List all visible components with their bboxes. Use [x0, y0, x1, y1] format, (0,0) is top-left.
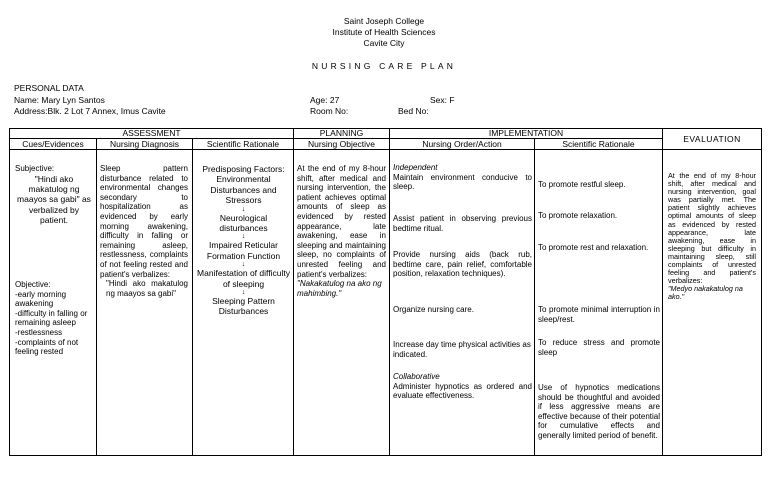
evaluation-header: EVALUATION — [663, 129, 762, 150]
objective-item: -complaints of not feeling rested — [15, 337, 79, 357]
impl-rationale-item: To reduce stress and promote sleep — [538, 338, 660, 357]
objective-cell — [294, 150, 390, 456]
patient-sex: Sex: F — [430, 95, 455, 105]
subjective-quote: "Hindi ako makatulog ng maayos sa gabi" as verbalized by patient. — [17, 173, 91, 226]
down-arrow-icon: ↓ — [241, 205, 246, 213]
impl-rationale-item: To promote relaxation. — [538, 211, 618, 220]
patient-address: Address:Blk. 2 Lot 7 Annex, Imus Cavite — [14, 106, 166, 116]
bed-number: Bed No: — [398, 106, 429, 116]
assessment-header: ASSESSMENT — [10, 129, 294, 139]
implementation-header: IMPLEMENTATION — [390, 129, 663, 139]
evaluation-cell — [663, 150, 762, 456]
collaborative-item: Administer hypnotics as ordered and evaluate effectiveness. — [393, 381, 532, 401]
order-item: Provide nursing aids (back rub, bedtime care, pain relief, comfortable position, relaxation techniques). — [393, 250, 532, 279]
objective-column-header: Nursing Objective — [294, 139, 390, 150]
order-column-header: Nursing Order/Action — [390, 139, 535, 150]
room-number: Room No: — [310, 106, 349, 116]
subjective-label: Subjective: — [15, 164, 55, 173]
impl-rationale-item: To promote rest and relaxation. — [538, 243, 649, 252]
institute-name: Institute of Health Sciences — [332, 27, 436, 37]
objective-item: -difficulty in falling or remaining asleep — [15, 308, 88, 328]
down-arrow-icon: ↓ — [241, 289, 246, 297]
personal-data-heading: PERSONAL DATA — [14, 83, 84, 93]
impl-rationale-cell — [535, 150, 663, 456]
diagnosis-cell — [97, 150, 193, 456]
objective-text: At the end of my 8-hour shift, after medical and nursing intervention, the patient achieves optimal amounts of sleep as evidenced by rested appearance, late awakening, ease in sleeping and maintaining sleep, no complaints of unrested feeling and patient's verbalizes: — [297, 164, 386, 279]
evaluation-text: At the end of my 8-hour shift, after medical and nursing intervention, goal was partially met. The patient slightly achieves optimal amounts of sleep as evidenced by rested appearance, late awakening, ease in sleeping but difficulty in maintaining sleep, still complaints of unrested feeling and patient's verbalizes: — [668, 171, 756, 286]
impl-rationale-item: To promote restful sleep. — [538, 180, 626, 189]
objective-item: -restlessness — [15, 327, 63, 337]
rationale-cell — [193, 150, 294, 456]
rationale-column-header: Scientific Rationale — [193, 139, 294, 150]
evaluation-quote: "Medyo nakakatulog na ako." — [668, 284, 743, 302]
diagnosis-quote: "Hindi ako makatulog ng maayos sa gabi" — [106, 279, 188, 298]
document-title: NURSING CARE PLAN — [311, 61, 457, 71]
diagnosis-column-header: Nursing Diagnosis — [97, 139, 193, 150]
cues-column-header: Cues/Evidences — [10, 139, 97, 150]
order-item: Organize nursing care. — [393, 305, 474, 314]
rationale-factor: Neurological disturbances — [219, 212, 268, 234]
order-item: Assist patient in observing previous bedtime ritual. — [393, 214, 532, 233]
rationale-factor: Impaired Reticular Formation Function — [206, 240, 281, 261]
down-arrow-icon: ↓ — [241, 233, 246, 241]
independent-label: Independent — [393, 163, 438, 172]
patient-name: Name: Mary Lyn Santos — [14, 95, 105, 105]
impl-rationale-item: To promote minimal interruption in sleep/rest. — [538, 305, 660, 324]
collaborative-label: Collaborative — [393, 372, 440, 381]
objective-quote: "Nakakatulog na ako ng mahimbing." — [297, 279, 382, 298]
impl-rationale-item: Use of hypnotics medications should be thoughtful and avoided if less aggressive means are effective because of their potential for cumulative effects and generally limited period of benefit. — [538, 383, 660, 440]
rationale-factor: Manifestation of difficulty of sleeping — [197, 268, 290, 289]
orders-cell — [390, 150, 535, 456]
city-name: Cavite City — [363, 38, 405, 48]
cues-cell — [10, 150, 97, 456]
down-arrow-icon: ↓ — [241, 261, 246, 269]
rationale-factor: Sleeping Pattern Disturbances — [212, 296, 275, 317]
planning-header: PLANNING — [294, 129, 390, 139]
care-plan-table — [9, 128, 762, 456]
impl-rationale-column-header: Scientific Rationale — [535, 139, 663, 150]
patient-age: Age: 27 — [310, 95, 340, 105]
diagnosis-text: Sleep pattern disturbance related to environmental changes secondary to hospitalization as evidenced by early morning awakening, difficulty in falling or remaining asleep, restlessness, complaints of not feeling rested and patient's verbalizes: — [100, 164, 188, 279]
objective-label: Objective: — [15, 280, 51, 289]
objective-item: -early morning awakening — [15, 289, 67, 309]
school-name: Saint Joseph College — [343, 16, 425, 26]
rationale-factor: Environmental Disturbances and Stressors — [210, 174, 277, 206]
rationale-factor: Predisposing Factors: — [202, 164, 285, 174]
order-item: Maintain environment conducive to sleep. — [393, 172, 532, 192]
order-item: Increase day time physical activities as indicated. — [393, 340, 531, 359]
